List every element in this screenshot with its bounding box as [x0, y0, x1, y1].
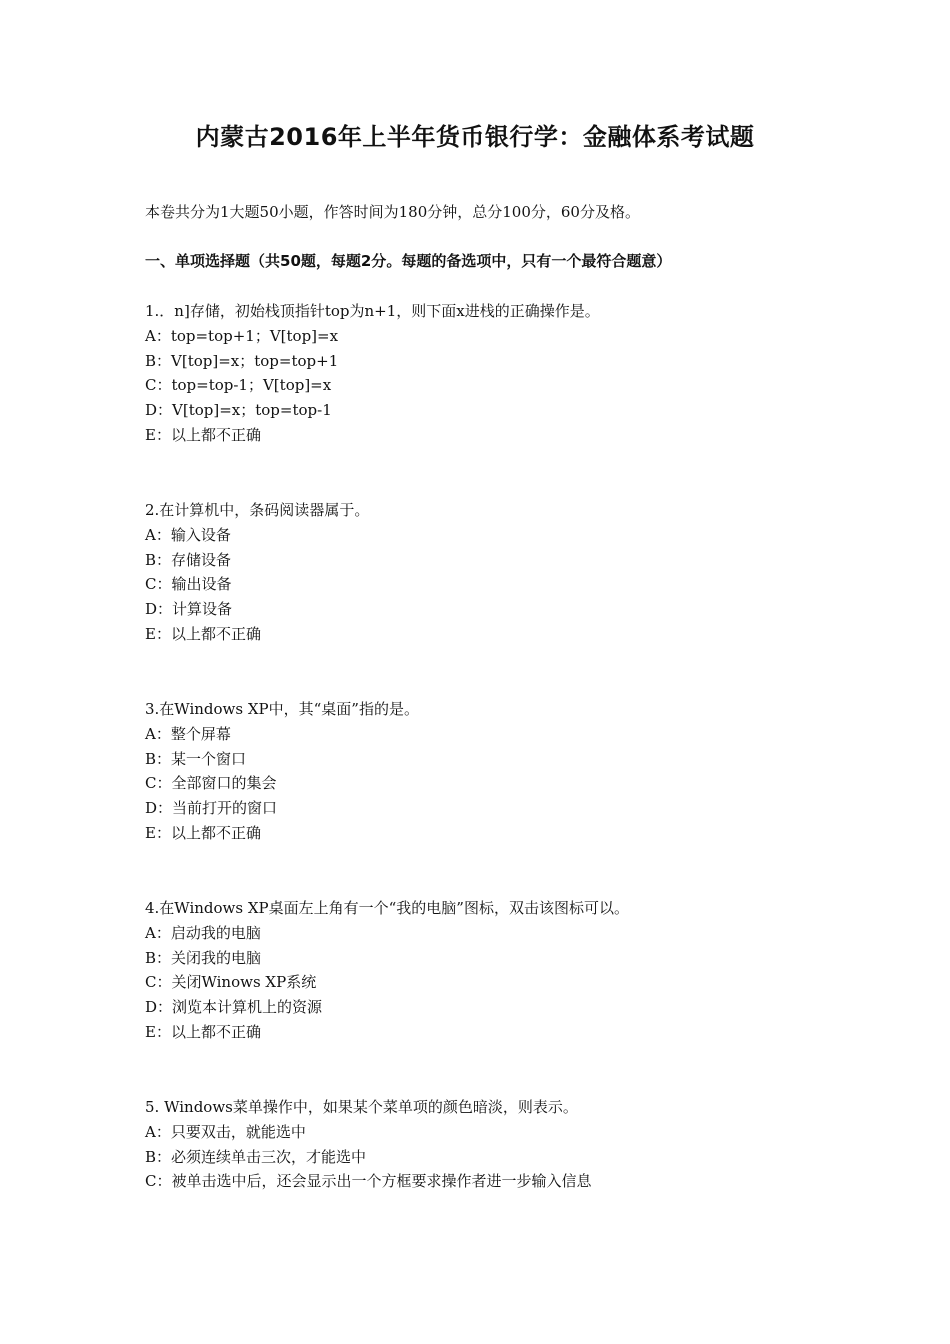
question-4 — [145, 896, 845, 1045]
option-b: B：某一个窗口 — [145, 749, 247, 768]
option-d: D：浏览本计算机上的资源 — [145, 998, 323, 1017]
option-d: D：V[top]=x；top=top-1 — [145, 401, 332, 420]
question-5 — [145, 1095, 845, 1194]
question-stem: 4.在Windows XP桌面左上角有一个“我的电脑”图标，双击该图标可以。 — [145, 899, 629, 917]
option-b: B：存储设备 — [145, 550, 232, 569]
option-c: C：输出设备 — [145, 575, 232, 594]
question-1 — [145, 299, 845, 448]
option-b: B：关闭我的电脑 — [145, 948, 262, 967]
option-c: C：top=top-1；V[top]=x — [145, 376, 332, 395]
option-d: D：当前打开的窗口 — [145, 799, 278, 818]
option-e: E：以上都不正确 — [145, 624, 261, 643]
page-title: 内蒙古2016年上半年货币银行学：金融体系考试题 — [195, 123, 755, 151]
option-c: C：全部窗口的集会 — [145, 774, 277, 793]
question-2 — [145, 498, 845, 647]
option-e: E：以上都不正确 — [145, 1022, 261, 1041]
option-b: B：V[top]=x；top=top+1 — [145, 351, 339, 370]
option-c: C：被单击选中后，还会显示出一个方框要求操作者进一步输入信息 — [145, 1172, 592, 1191]
question-stem: 2.在计算机中，条码阅读器属于。 — [145, 501, 370, 519]
option-a: A：输入设备 — [145, 525, 231, 544]
option-a: A：top=top+1；V[top]=x — [145, 326, 339, 345]
option-d: D：计算设备 — [145, 600, 233, 619]
option-a: A：只要双击，就能选中 — [145, 1122, 306, 1141]
option-a: A：启动我的电脑 — [145, 923, 261, 942]
option-b: B：必须连续单击三次，才能选中 — [145, 1147, 367, 1166]
section-heading: 一、单项选择题（共50题，每题2分。每题的备选项中，只有一个最符合题意） — [145, 252, 672, 270]
question-3 — [145, 697, 845, 846]
question-stem: 1.．n]存储，初始栈顶指针top为n+1，则下面x进栈的正确操作是。 — [145, 302, 600, 320]
option-e: E：以上都不正确 — [145, 425, 261, 444]
option-a: A：整个屏幕 — [145, 724, 231, 743]
exam-intro: 本卷共分为1大题50小题，作答时间为180分钟，总分100分，60分及格。 — [145, 203, 640, 221]
question-stem: 5. Windows菜单操作中，如果某个菜单项的颜色暗淡，则表示。 — [145, 1098, 578, 1116]
option-c: C：关闭Winows XP系统 — [145, 973, 317, 992]
option-e: E：以上都不正确 — [145, 823, 261, 842]
question-stem: 3.在Windows XP中，其“桌面”指的是。 — [145, 700, 419, 718]
